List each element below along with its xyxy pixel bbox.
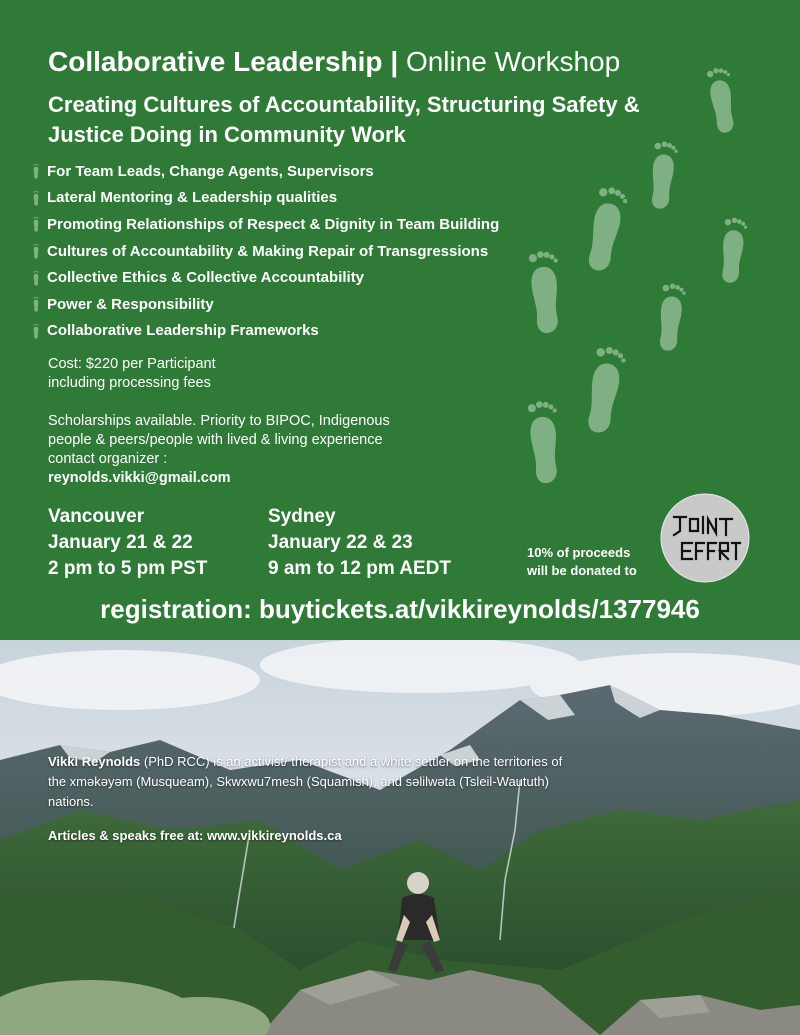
title-strong: Collaborative Leadership | (48, 46, 399, 77)
footprint-icon (30, 163, 42, 179)
page-title (48, 46, 620, 78)
footprint-6 (656, 282, 687, 351)
footprint-8 (527, 400, 561, 484)
list-item-label: Collaborative Leadership Frameworks (47, 322, 319, 340)
topic-list (30, 158, 499, 344)
articles-label: Articles & speaks free at: (48, 828, 207, 843)
list-item (30, 238, 499, 265)
footprint-7 (583, 345, 628, 435)
footprint-icon (30, 216, 42, 232)
list-item-label: Cultures of Accountability & Making Repair of Transgressions (47, 242, 489, 260)
session-time: 9 am to 12 pm AEDT (268, 558, 452, 579)
list-item (30, 264, 499, 291)
session-city: Vancouver (48, 506, 145, 527)
joint-effort-logo (660, 493, 750, 583)
facilitator-bio (48, 752, 568, 812)
registration-link[interactable]: registration: buytickets.at/vikkireynolds/1377946 (100, 594, 700, 624)
facilitator-description: (PhD RCC) is an activist/ therapist and a white settler on the territories of the xməkəyəm (Musqueam), Skwxwu7mesh (Squamish), and səlilwəta (Tsleil-Waututh) nations. (48, 754, 563, 809)
facilitator-name: Vikki Reynolds (48, 754, 141, 769)
list-item (30, 291, 499, 318)
session-sydney (268, 504, 451, 582)
website-link[interactable]: www.vikkireynolds.ca (206, 828, 342, 843)
footprint-icon (30, 323, 42, 339)
page-subtitle: Creating Cultures of Accountability, Structuring Safety & Justice Doing in Community Work (48, 92, 640, 147)
footprint-icon (30, 270, 42, 286)
session-date: January 21 & 22 (48, 532, 193, 553)
list-item (30, 211, 499, 238)
footprint-icon (30, 296, 42, 312)
list-item-label: Collective Ethics & Collective Accountability (47, 269, 365, 287)
scholarship-info (48, 412, 408, 488)
donation-line-1: 10% of proceeds (527, 545, 631, 560)
list-item-label: Promoting Relationships of Respect & Dignity in Team Building (47, 215, 500, 233)
cost-info (48, 355, 216, 393)
list-item (30, 318, 499, 345)
footprint-4 (718, 217, 748, 284)
title-light: Online Workshop (405, 46, 621, 77)
list-item (30, 158, 499, 185)
cost-note: including processing fees (48, 375, 211, 391)
organizer-email-link[interactable]: reynolds.vikki@gmail.com (48, 470, 231, 486)
footprint-icon (30, 243, 42, 259)
session-city: Sydney (268, 506, 336, 527)
footprint-1 (706, 66, 738, 134)
cost-line: Cost: $220 per Participant (48, 356, 216, 372)
list-item-label: Power & Responsibility (47, 295, 214, 313)
footprint-3 (583, 185, 629, 274)
footprint-5 (528, 250, 562, 334)
donation-line-2: will be donated to (527, 563, 637, 578)
footprint-icon (30, 190, 42, 206)
list-item-label: For Team Leads, Change Agents, Supervisors (47, 162, 374, 180)
session-date: January 22 & 23 (268, 532, 413, 553)
list-item (30, 185, 499, 212)
articles-note (48, 828, 342, 843)
scholarship-text: Scholarships available. Priority to BIPOC, Indigenous people & peers/people with lived & living experience contact organizer : (48, 413, 390, 467)
donation-note (527, 544, 637, 580)
footprint-2 (648, 140, 679, 209)
session-vancouver (48, 504, 207, 582)
session-time: 2 pm to 5 pm PST (48, 558, 208, 579)
list-item-label: Lateral Mentoring & Leadership qualities (47, 189, 338, 207)
